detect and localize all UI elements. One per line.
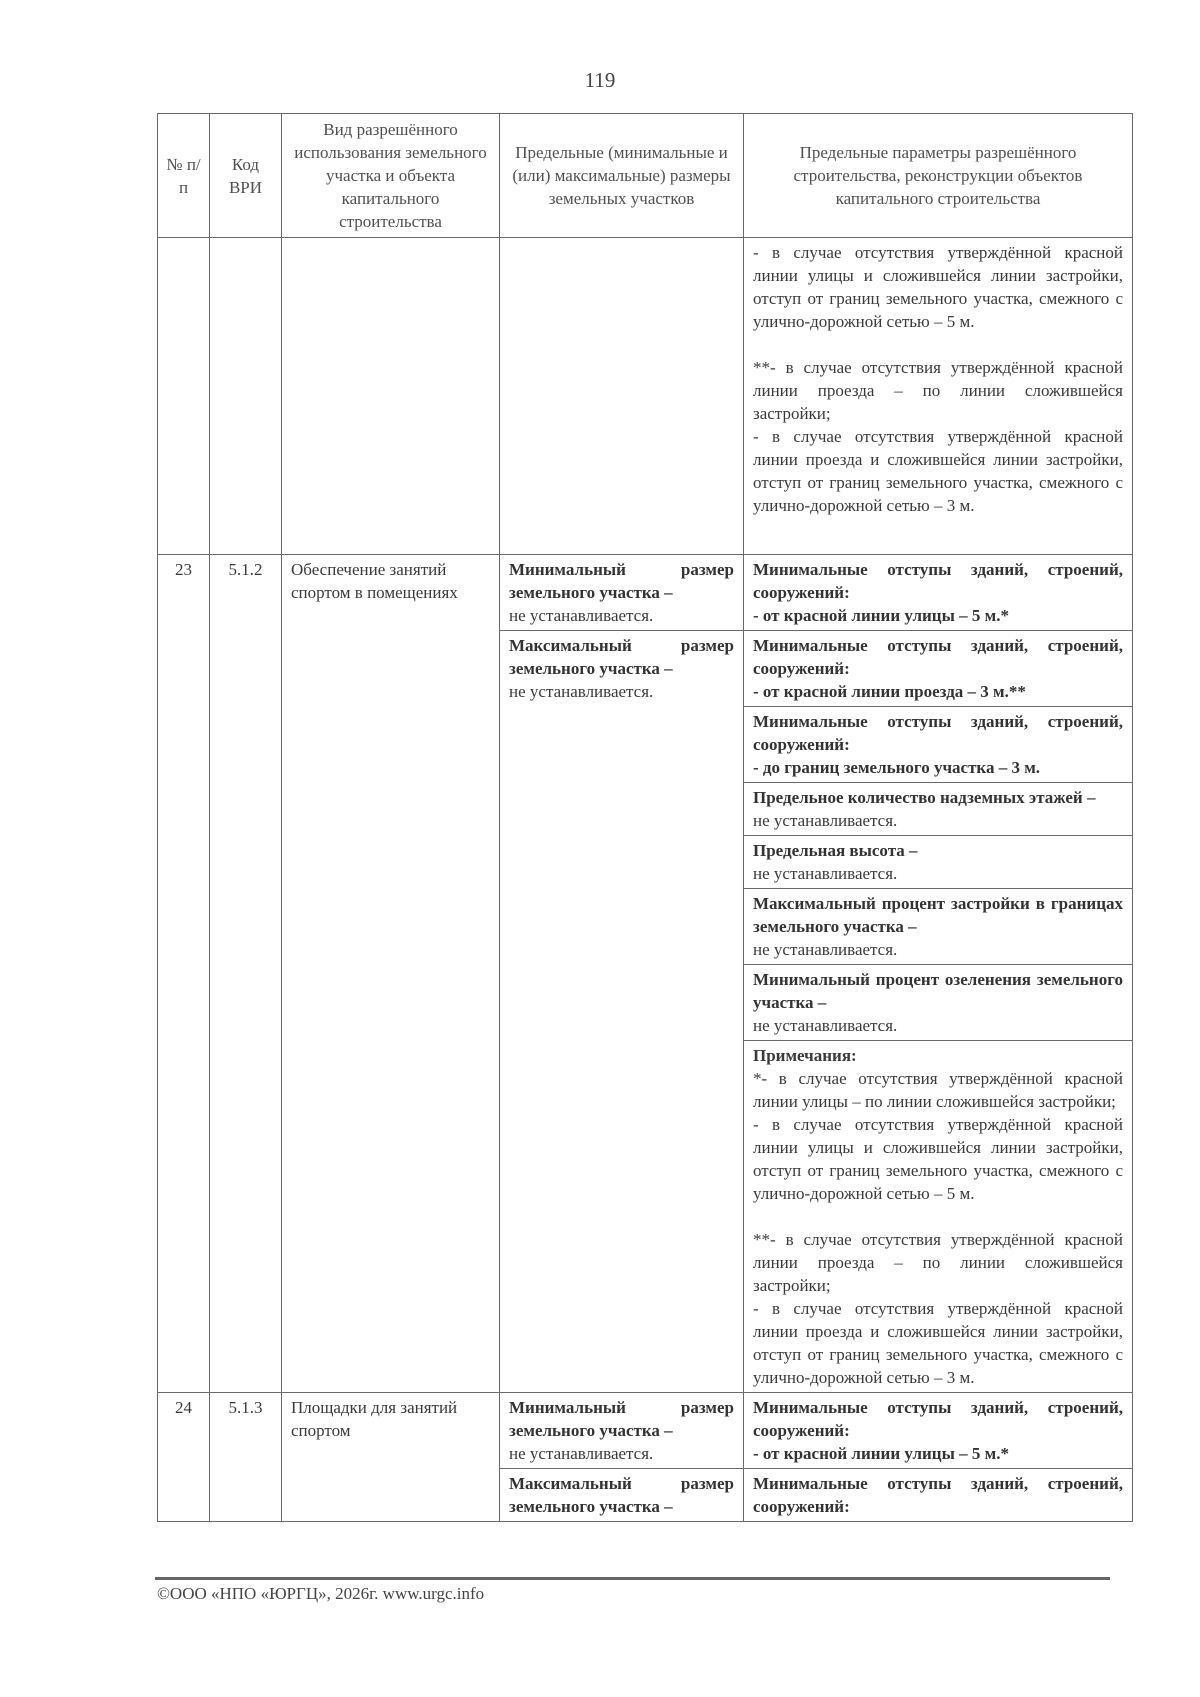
note-text: - в случае отсутствия утверждённой красной линии проезда и сложившейся линии застройки, отступ от границ земельного участка, смежного с улично-дорожной сетью – 3 м. [753, 427, 1123, 515]
param-value: не устанавливается. [753, 864, 898, 883]
param-cell [744, 889, 1133, 965]
min-size-cell [500, 1393, 744, 1469]
max-size-label: Максимальный размер земельного участка – [509, 1474, 734, 1516]
min-size-label: Минимальный размер земельного участка – [509, 560, 734, 602]
header-size: Предельные (минимальные и (или) максимальные) размеры земельных участков [500, 114, 744, 238]
cell-empty [282, 238, 500, 555]
table-row [158, 555, 1133, 631]
param-cell [744, 631, 1133, 707]
param-label: Предельная высота – [753, 841, 918, 860]
param-value: - от красной линии улицы – 5 м.* [753, 1444, 1009, 1463]
param-value: - до границ земельного участка – 3 м. [753, 758, 1041, 777]
note-text: **- в случае отсутствия утверждённой красной линии проезда – по линии сложившейся застройки; [753, 1230, 1123, 1295]
max-size-label: Максимальный размер земельного участка – [509, 636, 734, 678]
param-label: Минимальные отступы зданий, строений, сооружений: [753, 1398, 1123, 1440]
min-size-value: не устанавливается. [509, 1444, 654, 1463]
param-cell [744, 783, 1133, 836]
zoning-table [157, 113, 1133, 1522]
param-label: Предельное количество надземных этажей – [753, 788, 1096, 807]
note-text: - в случае отсутствия утверждённой красной линии проезда и сложившейся линии застройки, отступ от границ земельного участка, смежного с улично-дорожной сетью – 3 м. [753, 1299, 1123, 1387]
row-code: 5.1.2 [210, 555, 282, 1393]
param-cell [744, 836, 1133, 889]
header-type: Вид разрешённого использования земельного участка и объекта капитального строительства [282, 114, 500, 238]
param-value: - от красной линии улицы – 5 м.* [753, 606, 1009, 625]
param-value: не устанавливается. [753, 1016, 898, 1035]
param-label: Минимальные отступы зданий, строений, сооружений: [753, 560, 1123, 602]
header-params: Предельные параметры разрешённого строительства, реконструкции объектов капитального строительства [744, 114, 1133, 238]
max-size-value: не устанавливается. [509, 682, 654, 701]
min-size-label: Минимальный размер земельного участка – [509, 1398, 734, 1440]
note-text: *- в случае отсутствия утверждённой красной линии улицы – по линии сложившейся застройки; [753, 1069, 1123, 1111]
row-name: Обеспечение занятий спортом в помещениях [282, 555, 500, 1393]
max-size-cell [500, 631, 744, 1393]
header-code: Код ВРИ [210, 114, 282, 238]
cell-empty [210, 238, 282, 555]
page-number: 119 [584, 68, 616, 92]
param-cell [744, 1393, 1133, 1469]
param-value: не устанавливается. [753, 811, 898, 830]
param-label: Минимальные отступы зданий, строений, сооружений: [753, 712, 1123, 754]
param-label: Максимальный процент застройки в границах земельного участка – [753, 894, 1123, 936]
header-num: № п/п [158, 114, 210, 238]
footer-divider [155, 1577, 1110, 1580]
param-value: не устанавливается. [753, 940, 898, 959]
param-label: Минимальные отступы зданий, строений, сооружений: [753, 1474, 1123, 1516]
param-label: Минимальный процент озеленения земельного участка – [753, 970, 1123, 1012]
max-size-cell [500, 1469, 744, 1522]
notes-cell [744, 1041, 1133, 1393]
row-number: 23 [158, 555, 210, 1393]
note-text: **- в случае отсутствия утверждённой красной линии проезда – по линии сложившейся застройки; [753, 358, 1123, 423]
min-size-cell [500, 555, 744, 631]
param-label: Минимальные отступы зданий, строений, сооружений: [753, 636, 1123, 678]
param-cell [744, 555, 1133, 631]
notes-title: Примечания: [753, 1046, 857, 1065]
param-cell [744, 1469, 1133, 1522]
param-value: - от красной линии проезда – 3 м.** [753, 682, 1026, 701]
table-row [158, 238, 1133, 555]
footer-copyright: ©ООО «НПО «ЮРГЦ», 2026г. www.urgc.info [157, 1584, 485, 1603]
param-cell [744, 707, 1133, 783]
note-text: - в случае отсутствия утверждённой красной линии улицы и сложившейся линии застройки, отступ от границ земельного участка, смежного с улично-дорожной сетью – 5 м. [753, 243, 1123, 331]
note-text: - в случае отсутствия утверждённой красной линии улицы и сложившейся линии застройки, отступ от границ земельного участка, смежного с улично-дорожной сетью – 5 м. [753, 1115, 1123, 1203]
table-row [158, 1393, 1133, 1469]
cell-empty [158, 238, 210, 555]
min-size-value: не устанавливается. [509, 606, 654, 625]
param-cell [744, 965, 1133, 1041]
row-code: 5.1.3 [210, 1393, 282, 1522]
cell-empty [500, 238, 744, 555]
row-number: 24 [158, 1393, 210, 1522]
cell-continuation [744, 238, 1133, 555]
table-header-row [158, 114, 1133, 238]
row-name: Площадки для занятий спортом [282, 1393, 500, 1522]
